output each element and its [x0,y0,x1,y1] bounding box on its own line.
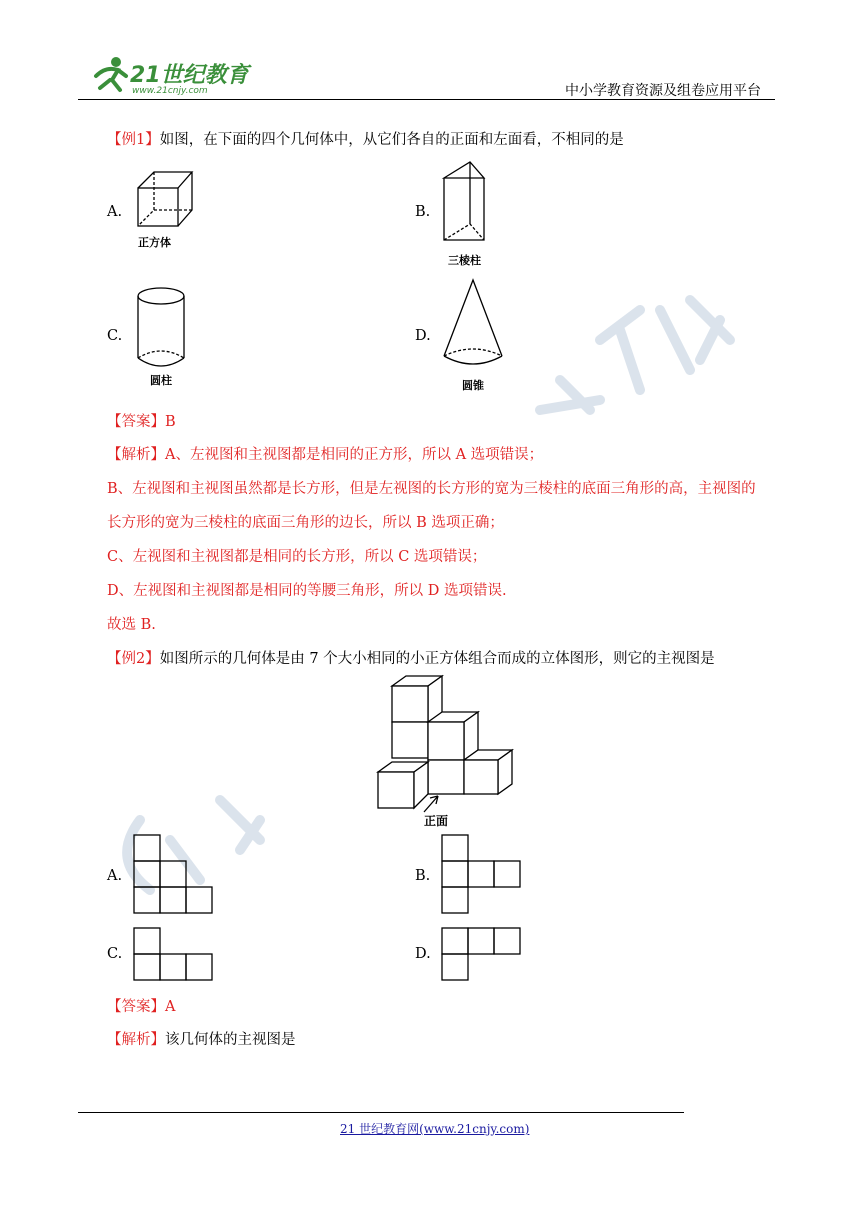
option-b-view [440,833,524,917]
example2-answer [107,997,175,1017]
ex1-option-c-letter: C. [107,328,123,344]
ex1-option-d-letter: D. [415,328,431,344]
logo-runner-icon [88,54,130,96]
stacked-cubes-figure [372,672,518,814]
analysis-line-2: B、左视图和主视图虽然都是长方形，但是左视图的长方形的宽为三棱柱的底面三角形的高，主视图的 [107,481,756,497]
analysis-line-5: D、左视图和主视图都是相同的等腰三角形，所以 D 选项错误. [107,583,507,599]
conclusion: 故选 B. [107,617,156,633]
ex2-option-d-letter: D. [415,946,431,962]
answer-value: B [165,414,176,430]
answer-tag: 【答案】 [107,414,165,430]
cone-label: 圆锥 [462,379,484,392]
ex2-option-c-letter: C. [107,946,123,962]
analysis-line-4: C、左视图和主视图都是相同的长方形，所以 C 选项错误； [107,549,487,565]
header-rule [78,99,775,100]
cylinder-label: 圆柱 [150,374,172,387]
option-d-view [440,926,524,984]
header [78,52,775,100]
example2-analysis [107,1030,296,1050]
ex1-option-b-letter: B. [415,204,431,220]
cube-figure [134,168,196,230]
analysis-text: A、左视图和主视图都是相同的正方形，所以 A 选项错误； [165,447,544,463]
ex2-analysis-tag: 【解析】 [107,1032,165,1048]
prism-figure [440,158,492,248]
ex2-analysis-text: 该几何体的主视图是 [165,1032,296,1048]
prism-label: 三棱柱 [448,254,481,267]
cone-figure [440,276,506,374]
ex2-option-b-letter: B. [415,868,431,884]
example2-tag: 【例2】 [107,651,160,667]
cylinder-figure [134,284,188,370]
analysis-line-1 [107,445,543,465]
analysis-line-3: 长方形的宽为三棱柱的底面三角形的边长，所以 B 选项正确； [107,515,504,531]
example1-question [107,130,624,150]
front-label: 正面 [424,814,449,828]
option-a-view [132,833,216,917]
example1-question-text: 如图，在下面的四个几何体中，从它们各自的正面和左面看，不相同的是 [159,132,624,148]
platform-name: 中小学教育资源及组卷应用平台 [565,83,761,99]
option-c-view [132,926,216,984]
footer-rule [78,1112,684,1113]
ex2-answer-tag: 【答案】 [107,999,165,1015]
cube-label: 正方体 [138,236,171,249]
logo-text: 21世纪教育 [130,63,249,88]
ex2-option-a-letter: A. [107,868,123,884]
example2-question [107,649,715,669]
logo-url: www.21cnjy.com [132,86,208,96]
example1-tag: 【例1】 [107,132,160,148]
footer-link[interactable]: 21 世纪教育网(www.21cnjy.com) [340,1122,530,1136]
analysis-tag: 【解析】 [107,447,165,463]
example1-answer [107,412,176,432]
ex1-option-a-letter: A. [107,204,123,220]
ex2-answer-value: A [165,999,176,1015]
example2-question-text: 如图所示的几何体是由 7 个大小相同的小正方体组合而成的立体图形，则它的主视图是 [159,651,715,667]
